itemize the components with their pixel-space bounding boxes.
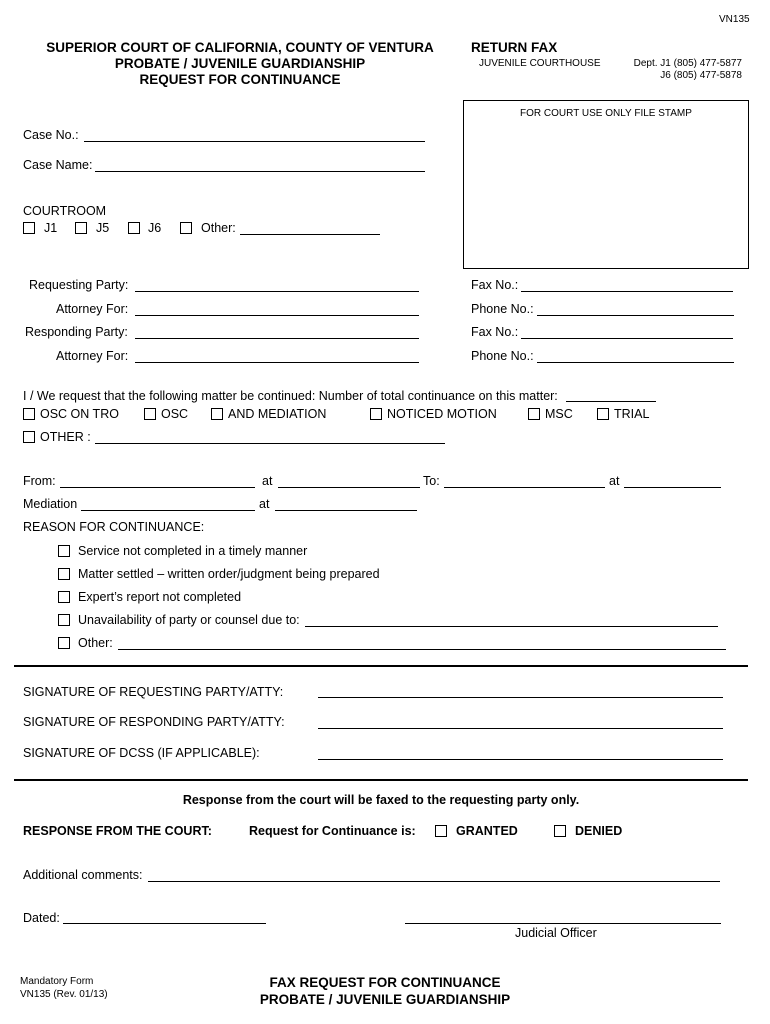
courtroom-j5-label: J5 <box>96 221 110 235</box>
granted-label: GRANTED <box>456 824 518 838</box>
reason-service-checkbox[interactable] <box>58 545 70 557</box>
matter-osc-checkbox[interactable] <box>144 408 156 420</box>
matter-other-label: OTHER : <box>40 430 91 444</box>
mediation-at-label: at <box>259 497 270 511</box>
from-label: From: <box>23 474 56 488</box>
fax-no-field-2[interactable] <box>521 338 733 339</box>
form-id: VN135 <box>719 14 750 25</box>
court-response-notice: Response from the court will be faxed to the requesting party only. <box>182 793 580 807</box>
denied-label: DENIED <box>575 824 623 838</box>
responding-party-field[interactable] <box>135 338 419 339</box>
matter-mediation-label: AND MEDIATION <box>228 407 327 421</box>
signature-responding-field[interactable] <box>318 728 723 729</box>
section-divider-2 <box>14 779 748 781</box>
fax-no-label-2: Fax No.: <box>471 325 519 339</box>
matter-other-checkbox[interactable] <box>23 431 35 443</box>
reason-settled-checkbox[interactable] <box>58 568 70 580</box>
matter-trial-label: TRIAL <box>614 407 650 421</box>
footer-title-2: PROBATE / JUVENILE GUARDIANSHIP <box>259 992 511 1007</box>
matter-noticed-motion-checkbox[interactable] <box>370 408 382 420</box>
reason-expert-checkbox[interactable] <box>58 591 70 603</box>
courtroom-other-field[interactable] <box>240 234 380 235</box>
court-title: SUPERIOR COURT OF CALIFORNIA, COUNTY OF VENTURA <box>46 40 434 55</box>
judicial-officer-signature-field[interactable] <box>405 923 721 924</box>
phone-no-field-1[interactable] <box>537 315 734 316</box>
mediation-label: Mediation <box>23 497 78 511</box>
continuance-request-statement: I / We request that the following matter be continued: Number of total continuance on this matter: <box>23 389 558 403</box>
to-label: To: <box>423 474 440 488</box>
requesting-party-label: Requesting Party: <box>29 278 129 292</box>
signature-responding-label: SIGNATURE OF RESPONDING PARTY/ATTY: <box>23 715 285 729</box>
mediation-time-field[interactable] <box>275 510 417 511</box>
case-name-label: Case Name: <box>23 158 93 172</box>
reason-unavailability-label: Unavailability of party or counsel due to: <box>78 613 300 627</box>
from-time-field[interactable] <box>278 487 420 488</box>
additional-comments-label: Additional comments: <box>23 868 143 882</box>
reason-label: REASON FOR CONTINUANCE: <box>23 520 205 534</box>
signature-dcss-label: SIGNATURE OF DCSS (IF APPLICABLE): <box>23 746 260 760</box>
phone-no-field-2[interactable] <box>537 362 734 363</box>
file-stamp-box <box>463 100 749 269</box>
reason-other-label: Other: <box>78 636 113 650</box>
granted-checkbox[interactable] <box>435 825 447 837</box>
matter-trial-checkbox[interactable] <box>597 408 609 420</box>
courtroom-j6-checkbox[interactable] <box>128 222 140 234</box>
courtroom-j5-checkbox[interactable] <box>75 222 87 234</box>
footer-title-1: FAX REQUEST FOR CONTINUANCE <box>269 975 501 990</box>
matter-osc-label: OSC <box>161 407 189 421</box>
matter-noticed-motion-label: NOTICED MOTION <box>387 407 497 421</box>
courtroom-label: COURTROOM <box>23 204 107 218</box>
to-date-field[interactable] <box>444 487 605 488</box>
reason-unavailability-checkbox[interactable] <box>58 614 70 626</box>
dept-j6-fax: J6 (805) 477-5878 <box>660 70 742 81</box>
from-at-label: at <box>262 474 273 488</box>
judicial-officer-label: Judicial Officer <box>515 926 597 940</box>
attorney-for-field-2[interactable] <box>135 362 419 363</box>
dated-label: Dated: <box>23 911 60 925</box>
reason-unavailability-field[interactable] <box>305 626 718 627</box>
return-fax-title: RETURN FAX <box>471 40 558 55</box>
mandatory-form-label: Mandatory Form <box>20 976 94 987</box>
signature-requesting-label: SIGNATURE OF REQUESTING PARTY/ATTY: <box>23 685 284 699</box>
case-no-field[interactable] <box>84 141 425 142</box>
total-continuance-field[interactable] <box>566 401 656 402</box>
responding-party-label: Responding Party: <box>25 325 128 339</box>
reason-settled-label: Matter settled – written order/judgment being prepared <box>78 567 380 581</box>
matter-msc-label: MSC <box>545 407 573 421</box>
matter-other-field[interactable] <box>95 443 445 444</box>
matter-mediation-checkbox[interactable] <box>211 408 223 420</box>
denied-checkbox[interactable] <box>554 825 566 837</box>
attorney-for-label-2: Attorney For: <box>56 349 129 363</box>
court-response-label: RESPONSE FROM THE COURT: <box>23 824 212 838</box>
dept-j1-fax: Dept. J1 (805) 477-5877 <box>633 58 742 69</box>
matter-osc-on-tro-checkbox[interactable] <box>23 408 35 420</box>
fax-no-label-1: Fax No.: <box>471 278 519 292</box>
reason-expert-label: Expert’s report not completed <box>78 590 242 604</box>
attorney-for-label-1: Attorney For: <box>56 302 129 316</box>
courtroom-j1-label: J1 <box>44 221 58 235</box>
courtroom-j6-label: J6 <box>148 221 162 235</box>
to-time-field[interactable] <box>624 487 721 488</box>
signature-dcss-field[interactable] <box>318 759 723 760</box>
phone-no-label-2: Phone No.: <box>471 349 534 363</box>
courthouse-name: JUVENILE COURTHOUSE <box>479 58 601 69</box>
attorney-for-field-1[interactable] <box>135 315 419 316</box>
fax-no-field-1[interactable] <box>521 291 733 292</box>
case-name-field[interactable] <box>95 171 425 172</box>
reason-service-label: Service not completed in a timely manner <box>78 544 308 558</box>
section-divider-1 <box>14 665 748 667</box>
request-status-label: Request for Continuance is: <box>249 824 416 838</box>
courtroom-j1-checkbox[interactable] <box>23 222 35 234</box>
form-title: REQUEST FOR CONTINUANCE <box>139 72 341 87</box>
mediation-date-field[interactable] <box>81 510 255 511</box>
dated-field[interactable] <box>63 923 266 924</box>
requesting-party-field[interactable] <box>135 291 419 292</box>
court-subtitle: PROBATE / JUVENILE GUARDIANSHIP <box>114 56 366 71</box>
reason-other-field[interactable] <box>118 649 726 650</box>
form-revision: VN135 (Rev. 01/13) <box>20 989 108 1000</box>
phone-no-label-1: Phone No.: <box>471 302 534 316</box>
from-date-field[interactable] <box>60 487 255 488</box>
courtroom-other-label: Other: <box>201 221 236 235</box>
matter-msc-checkbox[interactable] <box>528 408 540 420</box>
reason-other-checkbox[interactable] <box>58 637 70 649</box>
file-stamp-label: FOR COURT USE ONLY FILE STAMP <box>520 108 692 119</box>
additional-comments-field[interactable] <box>148 881 720 882</box>
courtroom-other-checkbox[interactable] <box>180 222 192 234</box>
case-no-label: Case No.: <box>23 128 79 142</box>
signature-requesting-field[interactable] <box>318 697 723 698</box>
matter-osc-on-tro-label: OSC ON TRO <box>40 407 119 421</box>
to-at-label: at <box>609 474 620 488</box>
